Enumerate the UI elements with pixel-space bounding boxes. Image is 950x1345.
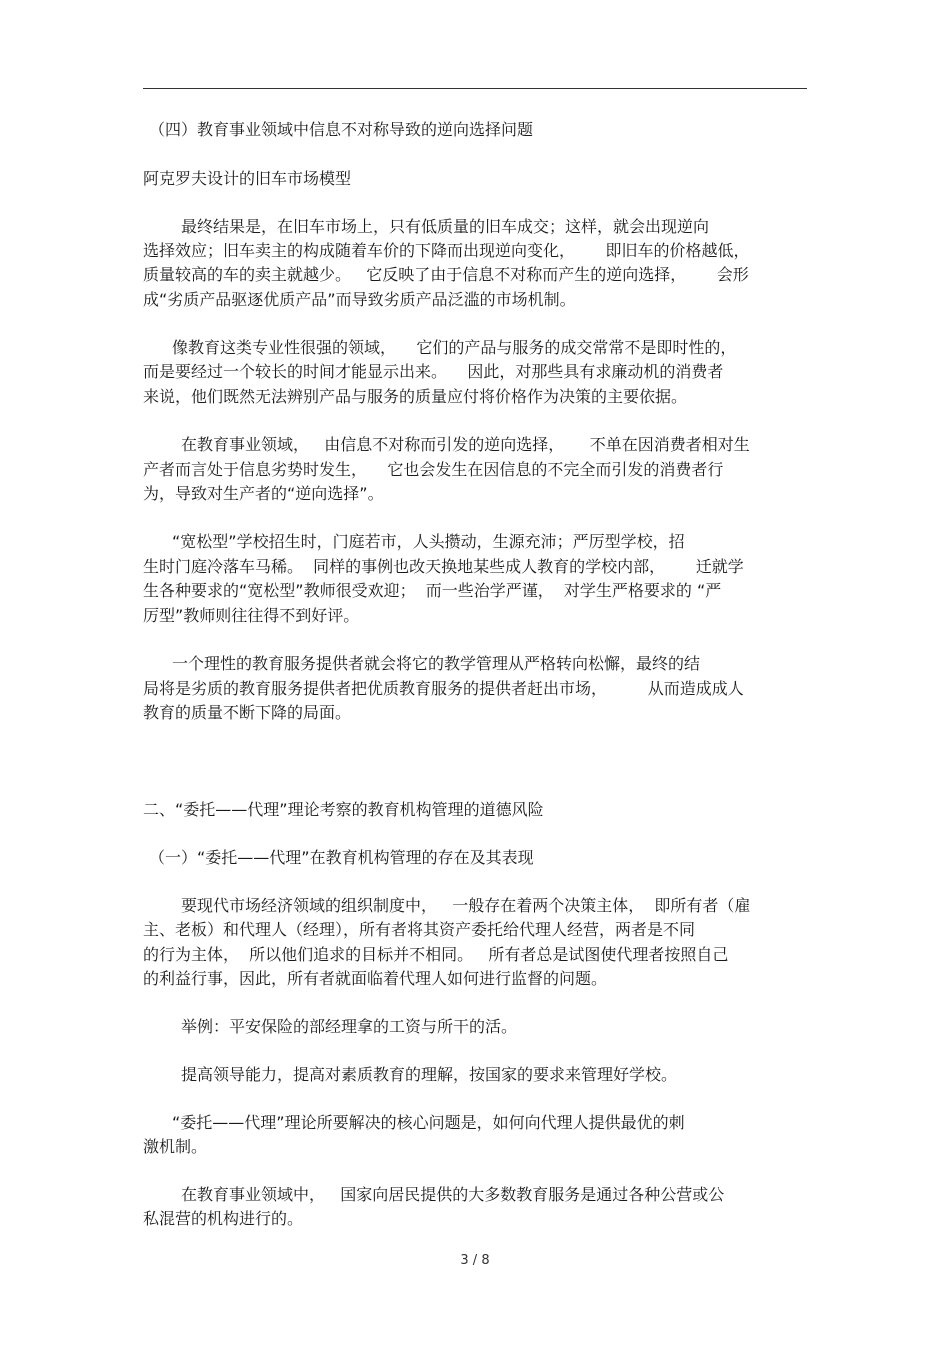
paragraph-line: 主、老板）和代理人（经理），所有者将其资产委托给代理人经营，两者是不同 [143,920,696,939]
paragraph-line: 教育的质量不断下降的局面。 [143,703,352,722]
paragraph-line: 像教育这类专业性很强的领域， 它们的产品与服务的成交常常不是即时性的， [172,338,737,357]
paragraph-line: 生各种要求的“宽松型”教师很受欢迎； 而一些治学严谨， 对学生严格要求的 “严 [143,581,722,600]
paragraph-line: 提高领导能力，提高对素质教育的理解，按国家的要求来管理好学校。 [181,1065,678,1084]
page-number: 3 / 8 [460,1253,490,1268]
paragraph-line: 最终结果是，在旧车市场上，只有低质量的旧车成交；这样，就会出现逆向 [181,217,710,236]
section-heading: （四）教育事业领域中信息不对称导致的逆向选择问题 [149,120,534,139]
paragraph-line: 在教育事业领域中， 国家向居民提供的大多数教育服务是通过各种公营或公 [181,1185,725,1204]
paragraph-line: “宽松型”学校招生时，门庭若市，人头攒动，生源充沛；严厉型学校，招 [172,532,685,551]
paragraph-line: 私混营的机构进行的。 [143,1209,304,1228]
header-rule [143,88,807,89]
paragraph-line: 来说，他们既然无法辨别产品与服务的质量应付将价格作为决策的主要依据。 [143,387,688,406]
paragraph-line: 生时门庭冷落车马稀。 同样的事例也改天换地某些成人教育的学校内部， 迁就学 [143,557,744,576]
paragraph-line: 举例：平安保险的部经理拿的工资与所干的活。 [181,1017,518,1036]
subheading: 阿克罗夫设计的旧车市场模型 [143,169,352,188]
paragraph-line: 的行为主体， 所以他们追求的目标并不相同。 所有者总是试图使代理者按照自己 [143,945,729,964]
paragraph-line: 在教育事业领域， 由信息不对称而引发的逆向选择， 不单在因消费者相对生 [181,435,750,454]
paragraph-line: 要现代市场经济领域的组织制度中， 一般存在着两个决策主体， 即所有者（雇 [181,896,751,915]
paragraph-line: 质量较高的车的卖主就越少。 它反映了由于信息不对称而产生的逆向选择， 会形 [143,265,749,284]
paragraph-line: 一个理性的教育服务提供者就会将它的教学管理从严格转向松懈，最终的结 [172,654,701,673]
paragraph-line: 成“劣质产品驱逐优质产品”而导致劣质产品泛滥的市场机制。 [143,290,576,309]
paragraph-line: 局将是劣质的教育服务提供者把优质教育服务的提供者赶出市场， 从而造成成人 [143,679,744,698]
subheading: （一）“委托——代理”在教育机构管理的存在及其表现 [149,848,534,867]
paragraph-line: 的利益行事，因此，所有者就面临着代理人如何进行监督的问题。 [143,969,608,988]
paragraph-line: 为，导致对生产者的“逆向选择”。 [143,484,384,503]
paragraph-line: 激机制。 [143,1137,208,1156]
paragraph-line: 产者而言处于信息劣势时发生， 它也会发生在因信息的不完全而引发的消费者行 [143,460,724,479]
section-heading: 二、“委托——代理”理论考察的教育机构管理的道德风险 [143,800,544,819]
paragraph-line: 而是要经过一个较长的时间才能显示出来。 因此，对那些具有求廉动机的消费者 [143,362,724,381]
paragraph-line: 选择效应；旧车卖主的构成随着车价的下降而出现逆向变化， 即旧车的价格越低， [143,241,750,260]
paragraph-line: 厉型”教师则往往得不到好评。 [143,606,360,625]
paragraph-line: “委托——代理”理论所要解决的核心问题是，如何向代理人提供最优的刺 [172,1113,685,1132]
